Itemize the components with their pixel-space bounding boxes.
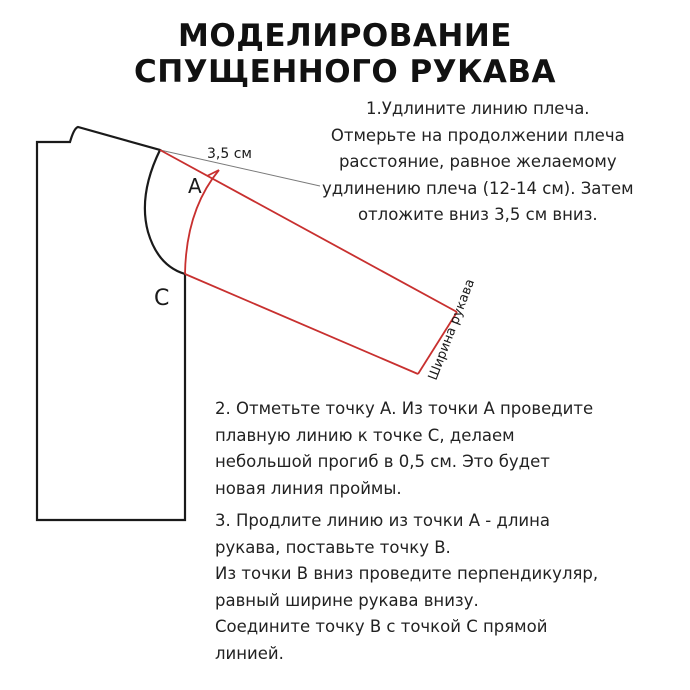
- step-1-line-4: удлинению плеча (12-14 см). Затем: [322, 178, 634, 198]
- step-1-line-5: отложите вниз 3,5 см вниз.: [357, 205, 598, 224]
- step-3-line-6: линией.: [215, 643, 284, 663]
- step-1-line-1: 1.Удлините линию плеча.: [366, 99, 590, 118]
- step-2-line-3: небольшой прогиб в 0,5 см. Это будет: [215, 452, 550, 471]
- sleeve-underarm-line: [185, 274, 418, 374]
- step-3-line-5: Соедините точку В с точкой С прямой: [215, 617, 548, 636]
- point-a-label: А: [188, 174, 202, 198]
- step-3-line-4: равный ширине рукава внизу.: [215, 590, 479, 610]
- step-3-text: [215, 508, 598, 667]
- sleeve-width-label: Ширина рукава: [425, 277, 479, 383]
- step-2-line-1: 2. Отметьте точку А. Из точки А проведите: [215, 399, 594, 418]
- step-3-line-2: рукава, поставьте точку В.: [215, 537, 451, 557]
- step-2-text: [215, 396, 593, 502]
- title-line-2: СПУЩЕННОГО РУКАВА: [133, 54, 557, 90]
- measure-label: 3,5 см: [207, 146, 252, 162]
- bodice-outline: [37, 127, 185, 520]
- step-1-line-2: Отмерьте на продолжении плеча: [330, 125, 625, 145]
- step-2-line-2: плавную линию к точке С, делаем: [215, 425, 515, 445]
- point-c-label: С: [154, 286, 170, 311]
- step-1-line-3: расстояние, равное желаемому: [338, 152, 617, 171]
- step-3-line-3: Из точки В вниз проведите перпендикуляр,: [215, 564, 599, 583]
- step-2-line-4: новая линия проймы.: [215, 478, 402, 498]
- step-1-text: [322, 96, 634, 229]
- title-line-1: МОДЕЛИРОВАНИЕ: [178, 18, 512, 54]
- step-3-line-1: 3. Продлите линию из точки А - длина: [215, 511, 551, 530]
